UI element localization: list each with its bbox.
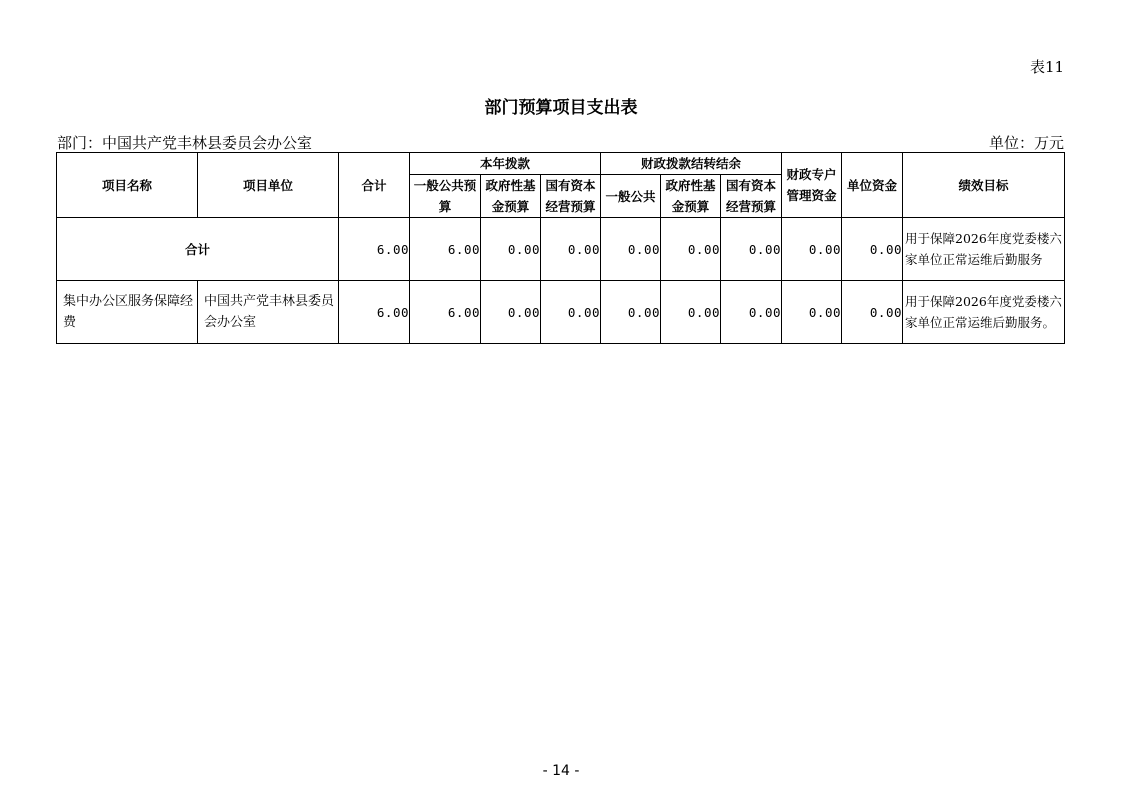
header-general-public: 一般公共 bbox=[601, 175, 661, 218]
row-special: 0.00 bbox=[782, 281, 842, 344]
row-state-capital: 0.00 bbox=[541, 281, 601, 344]
page-number: - 14 - bbox=[542, 763, 580, 779]
header-row-1 bbox=[57, 153, 1065, 175]
row-carry-general: 0.00 bbox=[601, 281, 661, 344]
row-carry-gov-fund: 0.00 bbox=[661, 281, 721, 344]
header-current-year: 本年拨款 bbox=[410, 153, 601, 175]
total-carry-state-capital: 0.00 bbox=[721, 218, 782, 281]
row-general: 6.00 bbox=[410, 281, 481, 344]
row-unit: 0.00 bbox=[842, 281, 903, 344]
budget-table bbox=[56, 152, 1065, 344]
table-number: 表11 bbox=[1030, 58, 1065, 76]
unit-label: 单位：万元 bbox=[988, 134, 1064, 152]
header-total: 合计 bbox=[339, 153, 410, 218]
header-state-capital: 国有资本经营预算 bbox=[541, 175, 601, 218]
header-project-name: 项目名称 bbox=[57, 153, 198, 218]
row-total: 6.00 bbox=[339, 281, 410, 344]
row-gov-fund: 0.00 bbox=[481, 281, 541, 344]
total-gov-fund: 0.00 bbox=[481, 218, 541, 281]
row-goal: 用于保障2026年度党委楼六家单位正常运维后勤服务。 bbox=[903, 281, 1065, 344]
total-row bbox=[57, 218, 1065, 281]
total-total: 6.00 bbox=[339, 218, 410, 281]
page-title: 部门预算项目支出表 bbox=[484, 98, 638, 118]
header-special-fund: 财政专户管理资金 bbox=[782, 153, 842, 218]
total-general: 6.00 bbox=[410, 218, 481, 281]
row-project-unit: 中国共产党丰林县委员会办公室 bbox=[198, 281, 339, 344]
header-project-unit: 项目单位 bbox=[198, 153, 339, 218]
total-carry-general: 0.00 bbox=[601, 218, 661, 281]
header-gov-fund-2: 政府性基金预算 bbox=[661, 175, 721, 218]
header-unit-fund: 单位资金 bbox=[842, 153, 903, 218]
total-carry-gov-fund: 0.00 bbox=[661, 218, 721, 281]
header-state-capital-2: 国有资本经营预算 bbox=[721, 175, 782, 218]
total-state-capital: 0.00 bbox=[541, 218, 601, 281]
total-label: 合计 bbox=[57, 218, 339, 281]
header-general-budget: 一般公共预算 bbox=[410, 175, 481, 218]
header-carryover: 财政拨款结转结余 bbox=[601, 153, 782, 175]
table-row bbox=[57, 281, 1065, 344]
header-gov-fund: 政府性基金预算 bbox=[481, 175, 541, 218]
row-project-name: 集中办公区服务保障经费 bbox=[57, 281, 198, 344]
total-goal: 用于保障2026年度党委楼六家单位正常运维后勤服务 bbox=[903, 218, 1065, 281]
total-unit: 0.00 bbox=[842, 218, 903, 281]
department-label: 部门：中国共产党丰林县委员会办公室 bbox=[57, 134, 313, 152]
total-special: 0.00 bbox=[782, 218, 842, 281]
row-carry-state-capital: 0.00 bbox=[721, 281, 782, 344]
header-goal: 绩效目标 bbox=[903, 153, 1065, 218]
